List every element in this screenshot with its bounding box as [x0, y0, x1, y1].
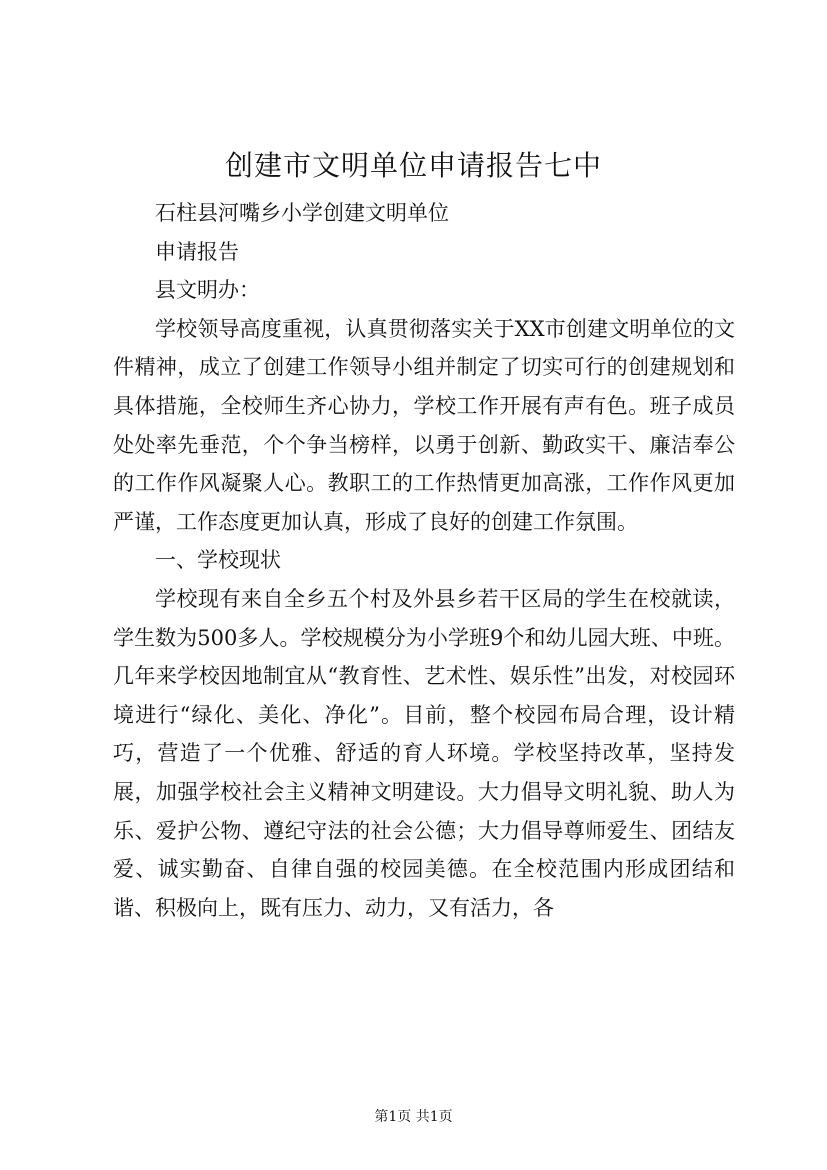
salutation: 县文明办： [155, 278, 260, 303]
section-heading: 一、学校现状 [155, 548, 281, 573]
status-paragraph: 学校现有来自全乡五个村及外县乡若干区局的学生在校就读，学生数为500多人。学校规模分为小学班9个和幼儿园大班、中班。几年来学校因地制宜从“教育性、艺术性、娱乐性”出发，对校园环境进行“绿化、美化、净化”。目前，整个校园布局合理，设计精巧，营造了一个优雅、舒适的育人环境。学校坚持改革，坚持发展，加强学校社会主义精神文明建设。大力倡导文明礼貌、助人为乐、爱护公物、遵纪守法的社会公德；大力倡导尊师爱生、团结友爱、诚实勤奋、自律自强的校园美德。在全校范围内形成团结和谐、积极向上，既有压力、动力，又有活力，各 [113, 586, 735, 920]
page-footer: 第1页 共1页 [374, 1109, 453, 1125]
document-title: 创建市文明单位申请报告七中 [224, 149, 602, 182]
intro-paragraph: 学校领导高度重视，认真贯彻落实关于XX市创建文明单位的文件精神，成立了创建工作领导小组并制定了切实可行的创建规划和具体措施，全校师生齐心协力，学校工作开展有声有色。班子成员处处率先垂范，个个争当榜样，以勇于创新、勤政实干、廉洁奉公的工作作风凝聚人心。教职工的工作热情更加高涨，工作作风更加严谨，工作态度更加认真，形成了良好的创建工作氛围。 [113, 316, 735, 534]
school-name-line: 石柱县河嘴乡小学创建文明单位 [155, 201, 449, 225]
report-type-line: 申请报告 [155, 239, 239, 264]
document-body [113, 194, 735, 927]
